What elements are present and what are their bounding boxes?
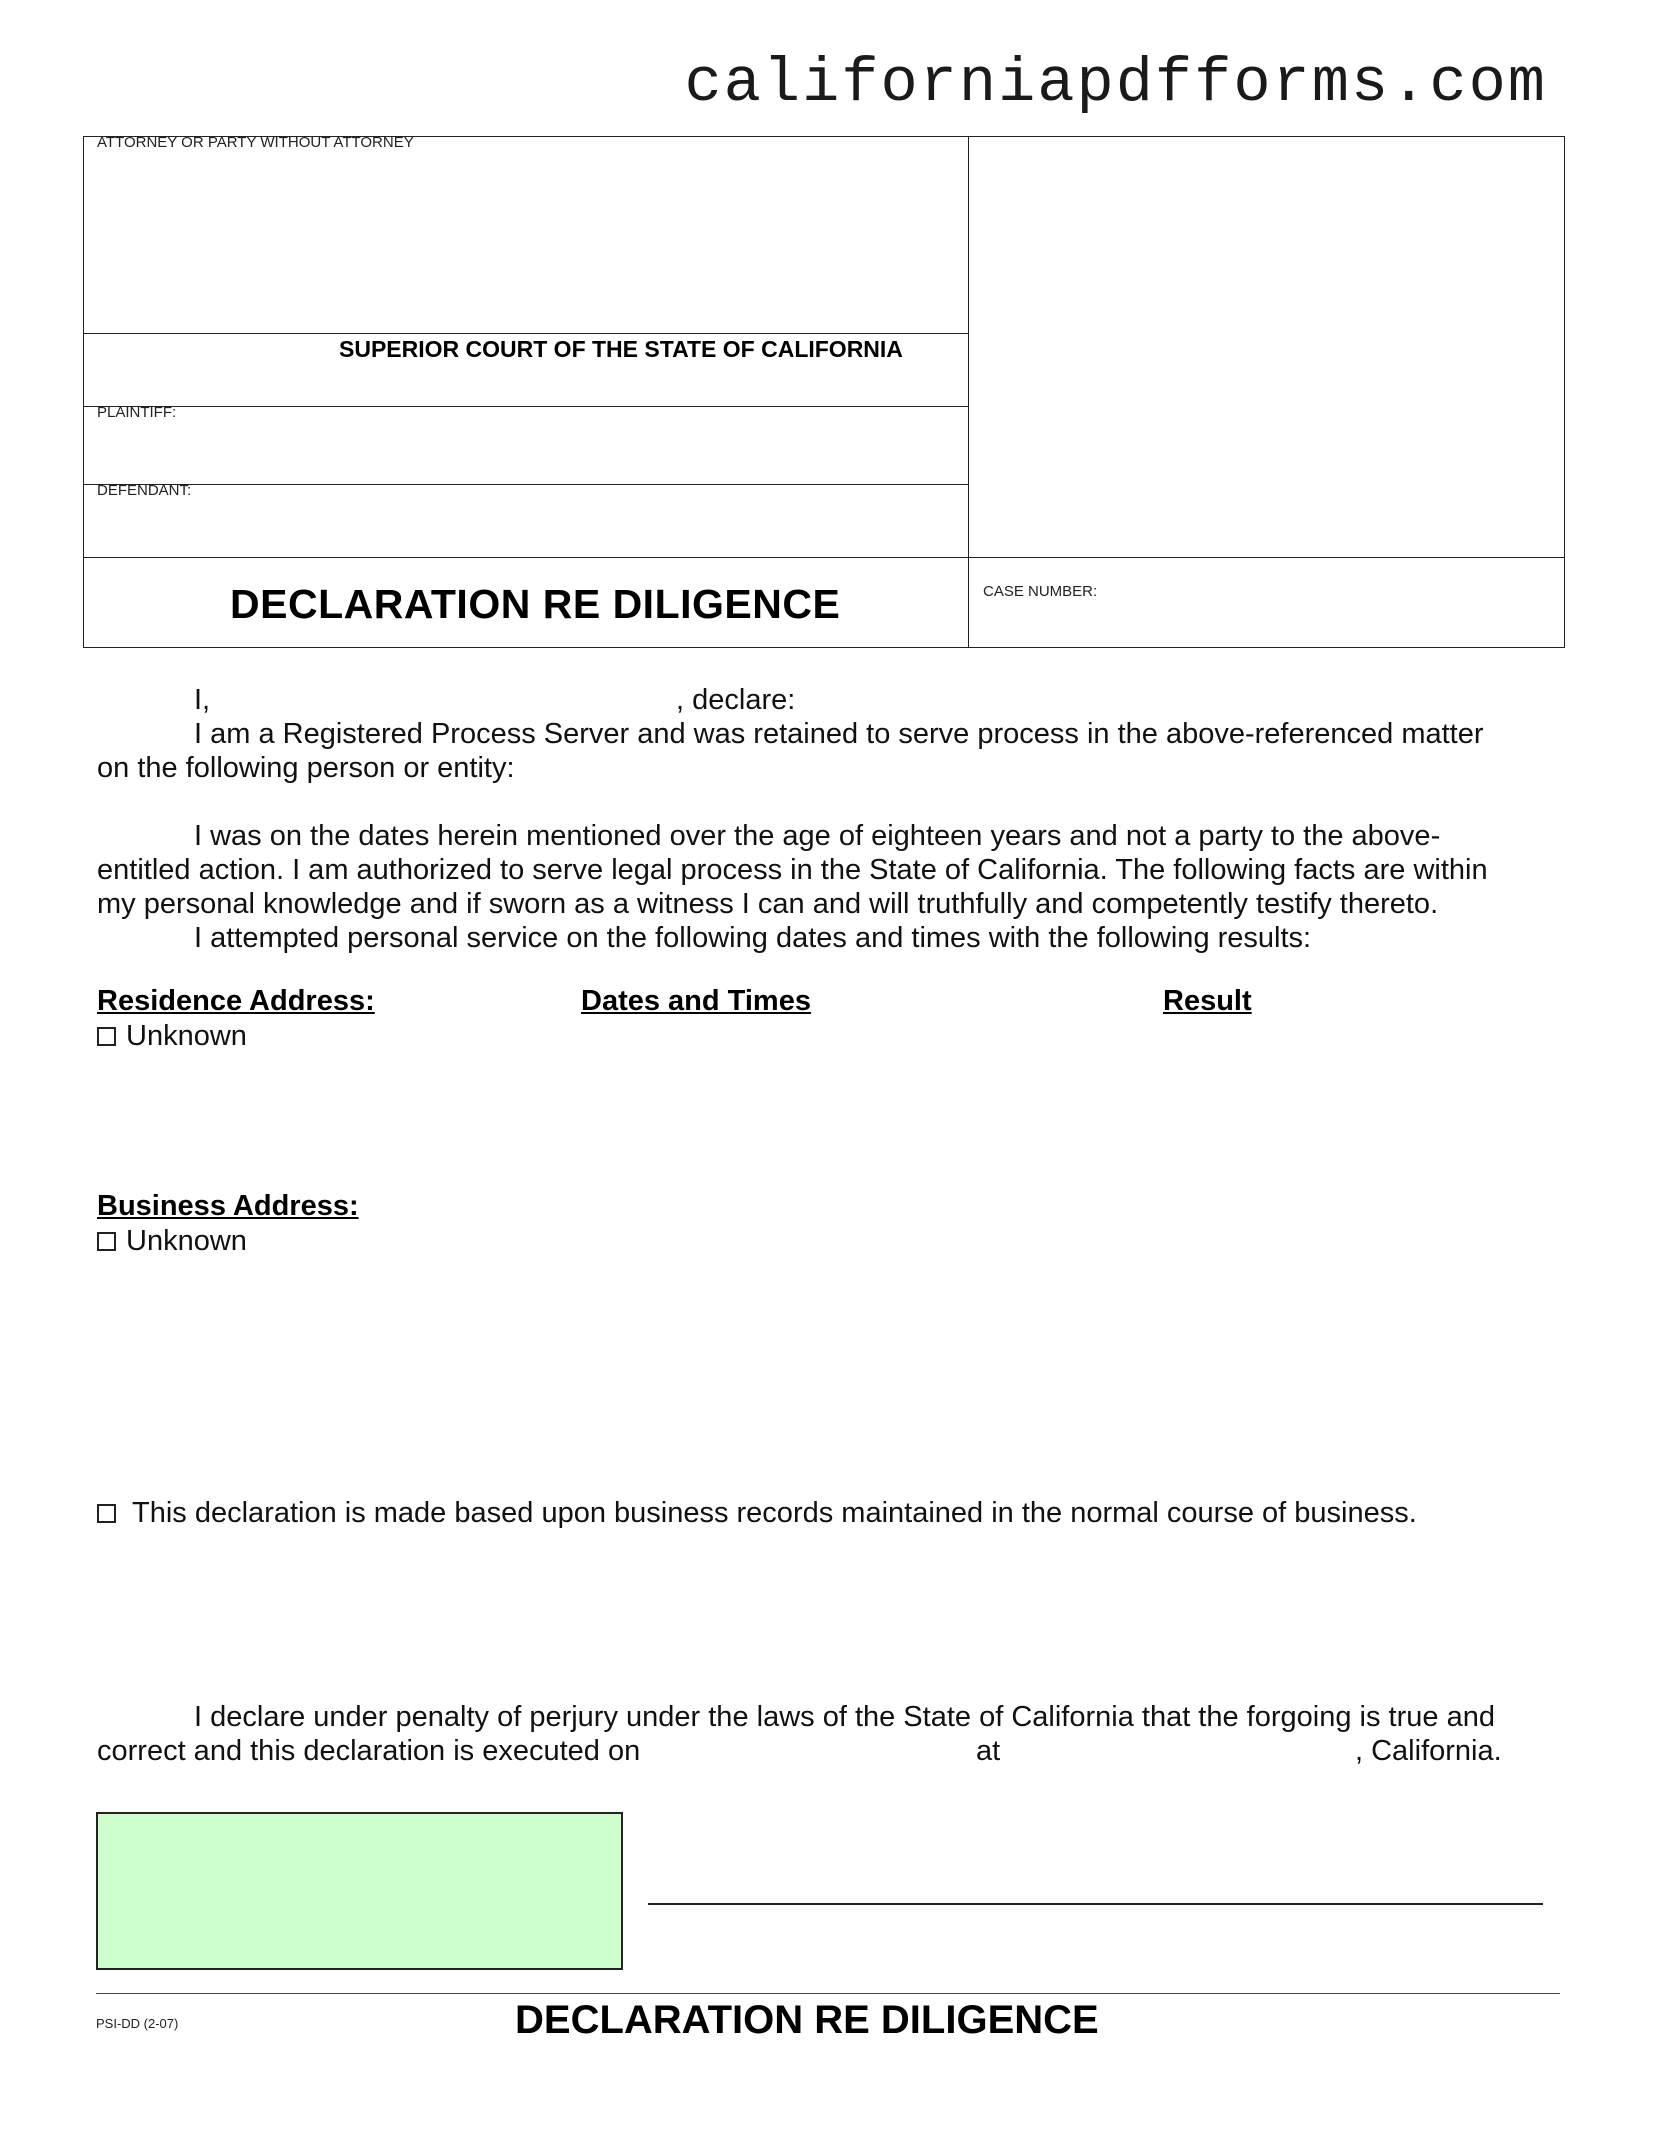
case-number-label: CASE NUMBER: [983,583,1098,600]
residence-result-field[interactable] [1163,1024,1553,1178]
footer-title: DECLARATION RE DILIGENCE [515,1998,1099,2042]
residence-address-field[interactable] [97,1058,567,1178]
dates-times-heading: Dates and Times [581,985,811,1017]
caption-divider-plaintiff [83,406,969,407]
caption-divider-defendant [83,484,969,485]
result-heading: Result [1163,985,1252,1017]
site-watermark: californiapdfforms.com [684,48,1547,119]
defendant-field[interactable] [210,488,960,552]
perjury-line-1: I declare under penalty of perjury under the laws of the State of California that the forgoing is true and [194,1701,1495,1733]
perjury-line-2-prefix: correct and this declaration is executed on [97,1735,641,1767]
execution-city-field[interactable] [1010,1734,1350,1768]
residence-dates-field[interactable] [581,1024,1141,1178]
declarant-name-field[interactable] [215,683,675,717]
residence-unknown-label: Unknown [126,1020,247,1052]
footer-rule [96,1993,1560,1994]
plaintiff-label: PLAINTIFF: [97,404,177,421]
residence-unknown-option [97,1019,247,1053]
attorney-field[interactable] [90,156,960,326]
court-name: SUPERIOR COURT OF THE STATE OF CALIFORNIA [339,336,903,362]
retained-line-2: on the following person or entity: [97,752,515,784]
business-unknown-option [97,1224,247,1258]
caption-divider-title [83,557,1565,558]
defendant-label: DEFENDANT: [97,482,192,499]
signature-line[interactable] [648,1903,1543,1905]
age-paragraph-line-1: I was on the dates herein mentioned over the age of eighteen years and not a party to the above- [194,820,1441,852]
attorney-label: ATTORNEY OR PARTY WITHOUT ATTORNEY [97,134,414,151]
records-checkbox[interactable] [97,1504,116,1523]
perjury-line-2-suffix: , California. [1355,1735,1502,1767]
business-unknown-checkbox[interactable] [97,1232,116,1251]
case-number-field[interactable] [983,604,1558,644]
perjury-at-word: at [976,1735,1001,1767]
residence-unknown-checkbox[interactable] [97,1027,116,1046]
records-statement: This declaration is made based upon business records maintained in the normal course of business. [132,1497,1417,1529]
plaintiff-field[interactable] [200,410,960,478]
business-result-field[interactable] [1163,1190,1553,1473]
attempted-line: I attempted personal service on the following dates and times with the following results: [194,922,1312,954]
form-title: DECLARATION RE DILIGENCE [230,581,841,627]
form-code: PSI-DD (2-07) [96,2016,179,2031]
business-address-field[interactable] [97,1263,567,1473]
execution-date-field[interactable] [660,1734,970,1768]
declare-suffix: , declare: [676,684,796,716]
age-paragraph-line-3: my personal knowledge and if sworn as a witness I can and will truthfully and competently testify thereto. [97,888,1439,920]
business-dates-field[interactable] [581,1190,1141,1473]
declare-prefix: I, [194,684,211,716]
court-stamp-area[interactable] [975,142,1559,550]
records-option [97,1496,1417,1530]
server-info-box[interactable] [96,1812,623,1970]
retained-line-1: I am a Registered Process Server and was retained to serve process in the above-referenced matter [194,718,1484,750]
caption-divider-vertical [968,136,969,648]
business-heading: Business Address: [97,1190,359,1222]
business-unknown-label: Unknown [126,1225,247,1257]
age-paragraph-line-2: entitled action. I am authorized to serve legal process in the State of California. The following facts are within [97,854,1488,886]
caption-divider-court [83,333,969,334]
residence-heading: Residence Address: [97,985,375,1017]
